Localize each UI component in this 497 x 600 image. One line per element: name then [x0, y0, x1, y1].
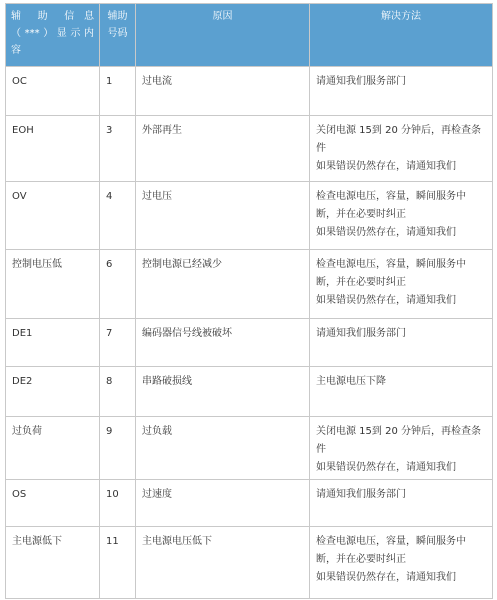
cell-solution [310, 67, 493, 116]
header-aux-code-line: 辅 助 信 [11, 11, 78, 22]
cell-cause: 过电流 [136, 67, 310, 116]
cell-aux-code: OS [6, 480, 100, 527]
header-aux-code-line: 息（***）显示内 [11, 11, 94, 39]
solution-line: 检查电源电压，容量，瞬间服务中 [316, 191, 466, 202]
header-solution: 解决方法 [310, 4, 493, 67]
solution-line: 请通知我们服务部门 [316, 76, 406, 87]
cell-aux-number: 10 [100, 480, 136, 527]
header-aux-number [100, 4, 136, 67]
cell-cause: 控制电源已经减少 [136, 250, 310, 319]
cell-cause: 主电源电压低下 [136, 527, 310, 599]
cell-aux-number: 1 [100, 67, 136, 116]
cell-aux-code: 过负荷 [6, 417, 100, 480]
header-aux-code [6, 4, 100, 67]
table-header-row [6, 4, 493, 67]
solution-line: 请通知我们服务部门 [316, 489, 406, 500]
cell-aux-number: 9 [100, 417, 136, 480]
table-row [6, 480, 493, 527]
table-row [6, 250, 493, 319]
cell-aux-code: OC [6, 67, 100, 116]
solution-line: 请通知我们服务部门 [316, 328, 406, 339]
cell-cause: 外部再生 [136, 116, 310, 182]
cell-solution [310, 417, 493, 480]
cell-solution [310, 367, 493, 417]
cell-cause: 串路破损线 [136, 367, 310, 417]
solution-line: 如果错误仍然存在，请通知我们 [316, 295, 456, 306]
solution-line: 件 [316, 143, 326, 154]
header-cause: 原因 [136, 4, 310, 67]
cell-cause: 过负载 [136, 417, 310, 480]
cell-solution [310, 527, 493, 599]
solution-line: 关闭电源 15到 20 分钟后，再检查条 [316, 125, 481, 136]
cell-aux-code: 主电源低下 [6, 527, 100, 599]
cell-aux-code: DE2 [6, 367, 100, 417]
cell-aux-code: 控制电压低 [6, 250, 100, 319]
solution-line: 断，并在必要时纠正 [316, 209, 406, 220]
solution-line: 如果错误仍然存在，请通知我们 [316, 462, 456, 473]
cell-aux-number: 6 [100, 250, 136, 319]
cell-solution [310, 250, 493, 319]
solution-line: 关闭电源 15到 20 分钟后，再检查条 [316, 426, 481, 437]
header-aux-code-line: 容 [11, 45, 21, 56]
cell-solution [310, 319, 493, 367]
error-code-table [5, 3, 493, 599]
solution-line: 如果错误仍然存在，请通知我们 [316, 572, 456, 583]
solution-line: 断，并在必要时纠正 [316, 277, 406, 288]
cell-solution [310, 182, 493, 250]
solution-line: 检查电源电压，容量，瞬间服务中 [316, 259, 466, 270]
cell-aux-code: OV [6, 182, 100, 250]
solution-line: 件 [316, 444, 326, 455]
cell-aux-number: 4 [100, 182, 136, 250]
cell-aux-code: DE1 [6, 319, 100, 367]
solution-line: 如果错误仍然存在，请通知我们 [316, 161, 456, 172]
table-row [6, 319, 493, 367]
header-aux-number-line: 号码 [107, 28, 128, 39]
table-row [6, 527, 493, 599]
solution-line: 如果错误仍然存在，请通知我们 [316, 227, 456, 238]
solution-line: 断，并在必要时纠正 [316, 554, 406, 565]
cell-solution [310, 480, 493, 527]
cell-cause: 编码器信号线被破坏 [136, 319, 310, 367]
cell-cause: 过电压 [136, 182, 310, 250]
table-row [6, 367, 493, 417]
solution-line: 检查电源电压，容量，瞬间服务中 [316, 536, 466, 547]
table-row [6, 116, 493, 182]
cell-aux-number: 3 [100, 116, 136, 182]
header-aux-number-line: 辅助 [107, 11, 128, 22]
cell-aux-code: EOH [6, 116, 100, 182]
cell-aux-number: 7 [100, 319, 136, 367]
cell-aux-number: 8 [100, 367, 136, 417]
cell-cause: 过速度 [136, 480, 310, 527]
table-row [6, 417, 493, 480]
solution-line: 主电源电压下降 [316, 376, 386, 387]
table-row [6, 182, 493, 250]
cell-solution [310, 116, 493, 182]
cell-aux-number: 11 [100, 527, 136, 599]
table-row [6, 67, 493, 116]
